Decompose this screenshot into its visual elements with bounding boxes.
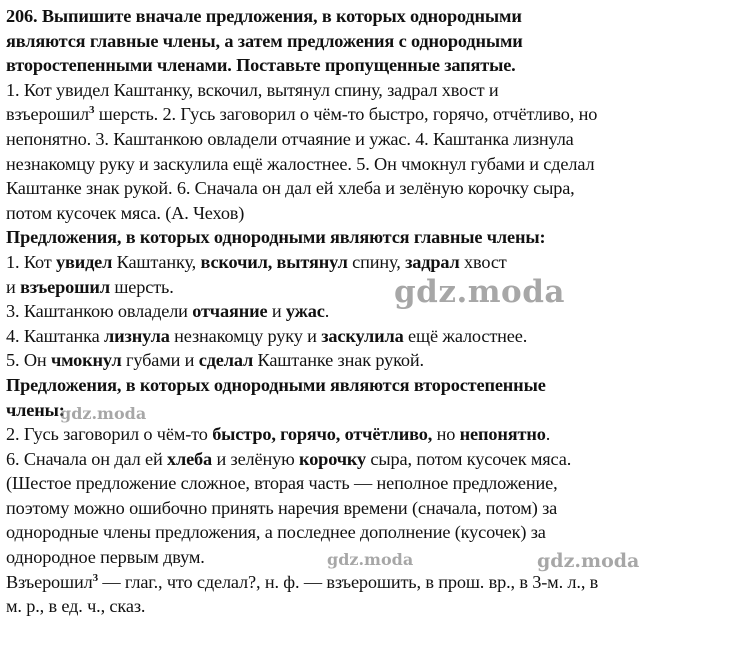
highlight-word: взъерошил — [20, 276, 110, 297]
highlight-word: ужас — [285, 301, 325, 322]
watermark-large: gdz.moda — [394, 274, 565, 310]
highlight-word: отчаяние — [192, 301, 268, 322]
footnote-line-1 — [6, 570, 734, 595]
task-text-word: взъерошил — [6, 104, 90, 125]
text-span: Каштанке знак рукой. — [253, 350, 424, 371]
text-span: губами и — [121, 350, 199, 371]
text-span: и зелёную — [212, 448, 300, 469]
main-section-heading — [6, 225, 734, 250]
task-text-line-3: непонятно. 3. Каштанкою овладели отчаяние и ужас. 4. Каштанка лизнула — [6, 128, 574, 149]
highlight-word: быстро, горячо, отчётливо, — [212, 424, 433, 445]
highlight-word: непонятно — [459, 424, 546, 445]
highlight-word: задрал — [405, 251, 460, 272]
highlight-word: сделал — [198, 350, 254, 371]
text-span: сыра, потом кусочек мяса. — [366, 448, 572, 469]
answer-sentence-6 — [6, 447, 734, 472]
task-heading-text-2: являются главные члены, а затем предложения с однородными — [6, 30, 523, 51]
text-span: и — [6, 276, 21, 297]
note-line-2: поэтому можно ошибочно принять наречия времени (сначала, потом) за — [6, 497, 558, 518]
text-span: 4. Каштанка — [6, 325, 105, 346]
main-section-heading-text: Предложения, в которых однородными являются главные члены: — [6, 227, 546, 248]
text-span: хвост — [459, 251, 507, 272]
answer-sentence-4 — [6, 324, 734, 349]
text-span: незнакомцу руку и — [169, 325, 322, 346]
highlight-word: вскочил, вытянул — [200, 251, 348, 272]
answer-sentence-5 — [6, 348, 734, 373]
highlight-word: чмокнул — [50, 350, 122, 371]
text-span: 2. Гусь заговорил о чём-то — [6, 424, 213, 445]
secondary-section-heading-2 — [6, 398, 734, 423]
text-span: 3. Каштанкою овладели — [6, 301, 193, 322]
highlight-word: хлеба — [167, 448, 213, 469]
note-line-3: однородные члены предложения, а последнее дополнение (кусочек) за — [6, 522, 546, 543]
task-heading-text-1: Выпишите вначале предложения, в которых однородными — [37, 6, 522, 26]
text-span: Каштанку, — [112, 251, 201, 272]
text-span: 1. Кот — [6, 251, 56, 272]
highlight-word: увидел — [55, 251, 113, 272]
text-span: шерсть. — [109, 276, 174, 297]
text-span: 5. Он — [6, 350, 51, 371]
task-heading-text-3: второстепенными членами. Поставьте пропущенные запятые. — [6, 55, 516, 76]
text-span: . — [545, 424, 551, 445]
note-line-1: (Шестое предложение сложное, вторая часть — неполное предложение, — [6, 473, 558, 494]
note-line-4: однородное первым двум. — [6, 547, 205, 568]
text-span: и — [267, 301, 286, 322]
task-text-line-1: 1. Кот увидел Каштанку, вскочил, вытянул спину, задрал хвост и — [6, 79, 499, 100]
exercise-page — [6, 4, 734, 619]
text-span: ещё жалостнее. — [403, 325, 528, 346]
watermark-small: gdz.moda — [60, 404, 147, 423]
highlight-word: заскулила — [321, 325, 404, 346]
task-text-line-5: Каштанке знак рукой. 6. Сначала он дал ей хлеба и зелёную корочку сыра, — [6, 178, 575, 199]
watermark-small: gdz.moda — [537, 550, 640, 572]
task-heading-line-3 — [6, 53, 734, 78]
watermark-small: gdz.moda — [327, 550, 414, 569]
highlight-word: корочку — [299, 448, 366, 469]
answer-sentence-1a — [6, 250, 734, 275]
task-text-rest: шерсть. 2. Гусь заговорил о чём-то быстро, горячо, отчётливо, но — [94, 104, 598, 125]
text-span: 6. Сначала он дал ей — [6, 448, 167, 469]
text-span: спину, — [347, 251, 406, 272]
answer-sentence-2 — [6, 422, 734, 447]
footnote-mark: 3 — [89, 104, 95, 117]
task-heading-line-2 — [6, 29, 734, 54]
footnote-word: Взъерошил — [6, 571, 93, 592]
task-text-line-2 — [6, 102, 734, 127]
task-heading-line-1 — [6, 4, 734, 29]
text-span: но — [432, 424, 460, 445]
footnote-mark: 3 — [92, 571, 98, 584]
secondary-section-heading-text: члены: — [6, 399, 65, 420]
footnote-line-2: м. р., в ед. ч., сказ. — [6, 596, 146, 617]
answer-sentence-3 — [6, 299, 734, 324]
task-number: 206. — [6, 6, 38, 26]
secondary-section-heading-1 — [6, 373, 734, 398]
task-text-line-6: потом кусочек мяса. (А. Чехов) — [6, 202, 245, 223]
answer-sentence-1b — [6, 275, 734, 300]
secondary-section-heading-text: Предложения, в которых однородными являются второстепенные — [6, 374, 546, 395]
task-text-line-4: незнакомцу руку и заскулила ещё жалостнее. 5. Он чмокнул губами и сделал — [6, 153, 595, 174]
text-span: . — [324, 301, 330, 322]
footnote-text: — глаг., что сделал?, н. ф. — взъерошить, в прош. вр., в 3-м. л., в — [97, 571, 599, 592]
highlight-word: лизнула — [104, 325, 170, 346]
